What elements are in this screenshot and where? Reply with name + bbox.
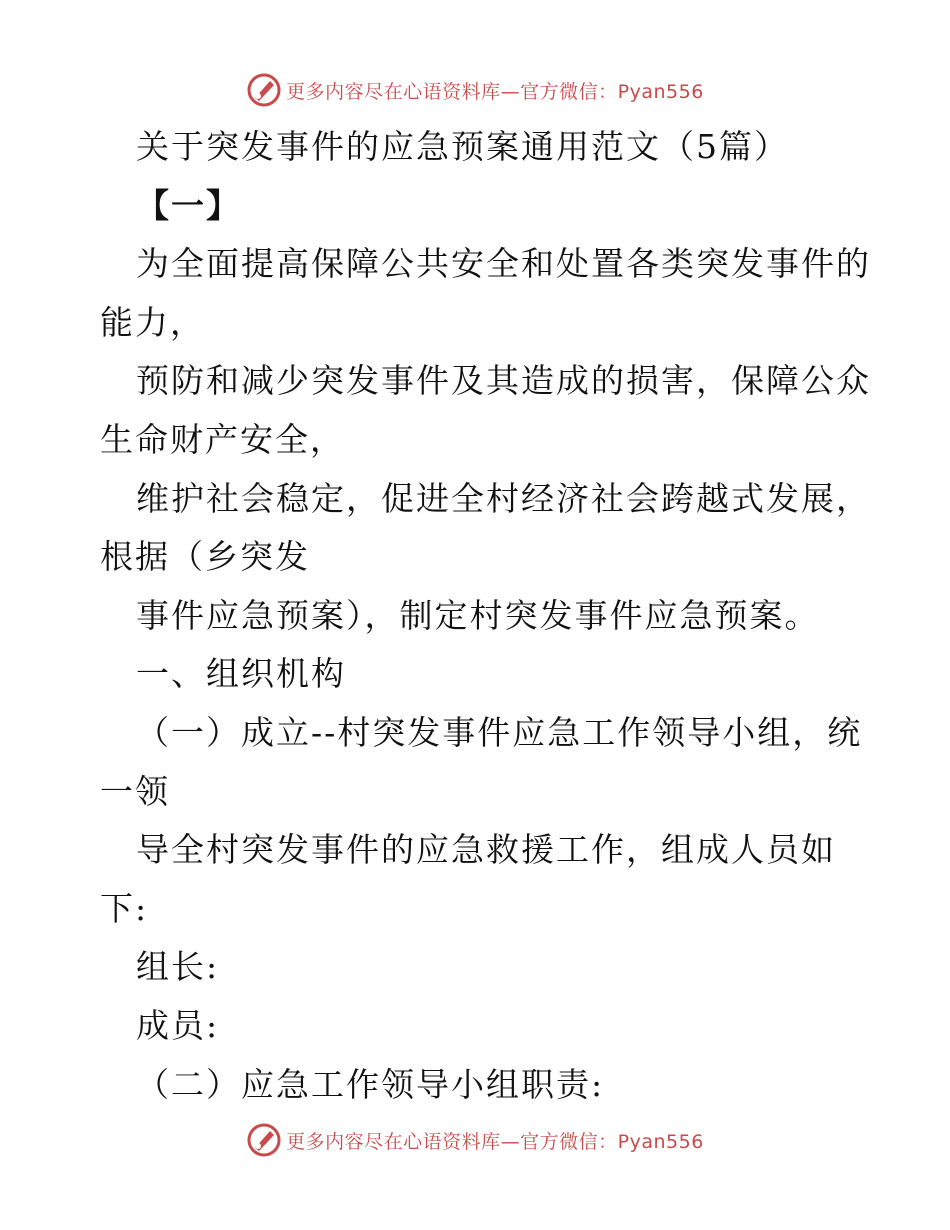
text-line: 事件应急预案），制定村突发事件应急预案。 xyxy=(136,595,820,635)
text-line: 根据（乡突发 xyxy=(100,537,310,577)
pen-logo-icon xyxy=(246,72,282,108)
text-line: 一领 xyxy=(100,771,170,811)
text-line: （二）应急工作领导小组职责: xyxy=(136,1064,605,1104)
text-line: 维护社会稳定，促进全村经济社会跨越式发展， xyxy=(136,478,871,518)
watermark-text: 更多内容尽在心语资料库—官方微信：Pyan556 xyxy=(286,1130,704,1153)
text-line: 下: xyxy=(100,888,149,928)
text-line: 导全村突发事件的应急救援工作，组成人员如 xyxy=(136,830,836,870)
text-line: 生命财产安全， xyxy=(100,419,345,459)
document-title: 关于突发事件的应急预案通用范文（5篇） xyxy=(136,127,789,166)
header-watermark-banner xyxy=(0,70,950,110)
text-line: （一）成立--村突发事件应急工作领导小组，统 xyxy=(136,712,863,752)
footer-watermark-banner xyxy=(0,1120,950,1160)
text-line: 为全面提高保障公共安全和处置各类突发事件的 xyxy=(136,244,871,284)
pen-logo-icon xyxy=(246,1122,282,1158)
text-line: 组长: xyxy=(136,947,220,987)
document-body xyxy=(100,118,871,1114)
text-line: 成员: xyxy=(136,1005,220,1045)
text-line: 能力， xyxy=(100,302,205,342)
watermark-text: 更多内容尽在心语资料库—官方微信：Pyan556 xyxy=(286,80,704,103)
subheading: 一、组织机构 xyxy=(136,654,346,694)
section-heading: 【一】 xyxy=(136,185,241,225)
text-line: 预防和减少突发事件及其造成的损害，保障公众 xyxy=(136,361,871,401)
